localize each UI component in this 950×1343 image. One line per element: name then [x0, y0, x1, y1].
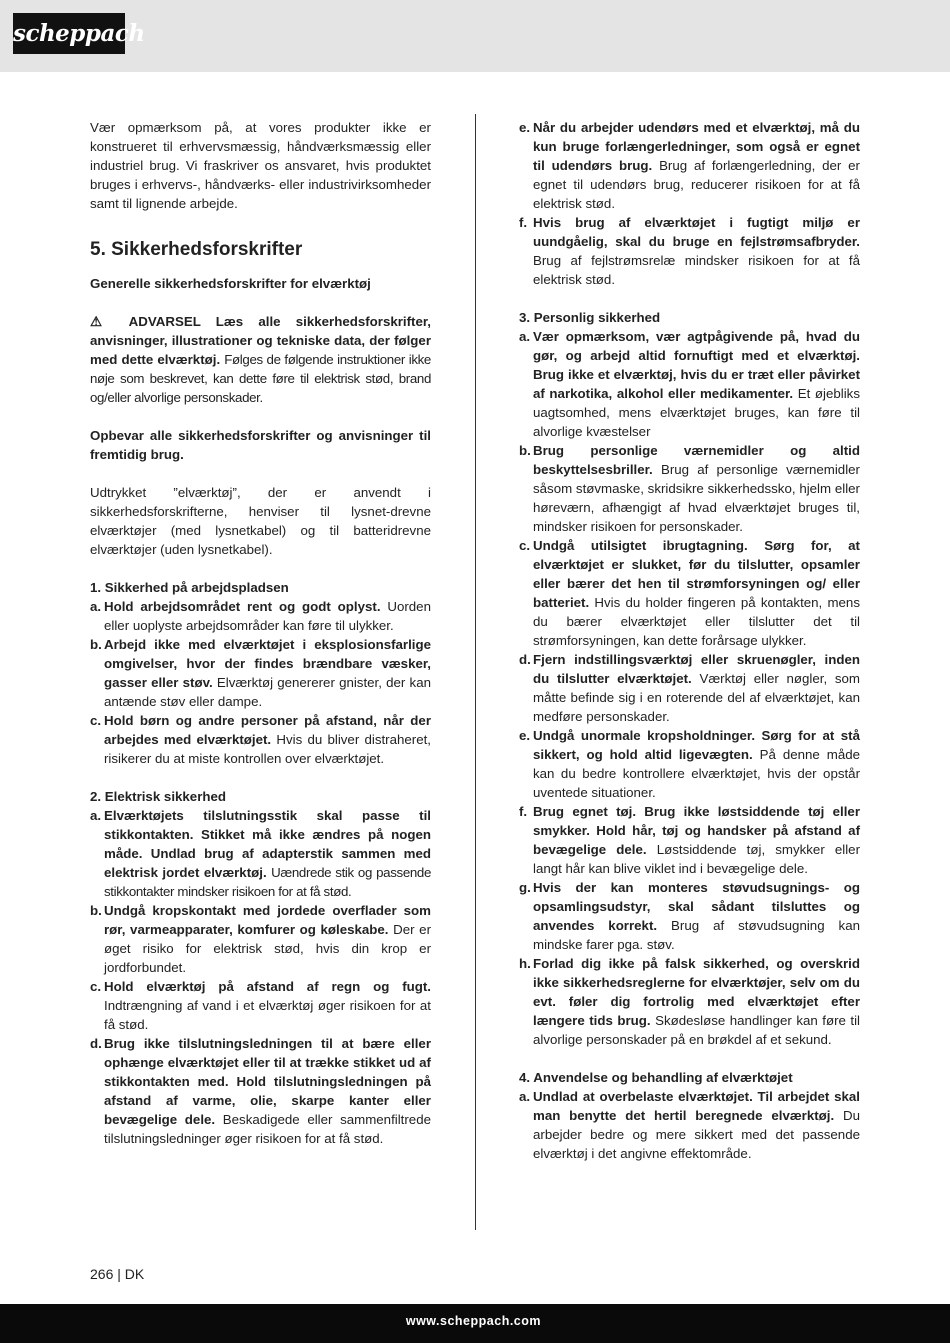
list-item: a. Hold arbejdsområdet rent og godt oplyst. Uorden eller uoplyste arbejdsområder kan føre til ulykker.: [90, 599, 431, 633]
page-header: [0, 0, 950, 72]
warning-text: Følges de følgende instruktioner ikke nøje som beskrevet, kan dette føre til elektrisk stød, brand og/eller alvorlige personskader.: [90, 352, 431, 405]
page-number: 266 | DK: [90, 1266, 145, 1282]
warning-bold: ADVARSEL Læs alle sikkerhedsforskrifter, anvisninger, illustrationer og tekniske data, der følger med dette elværktøj.: [90, 314, 431, 367]
list-item: e. Undgå unormale kropsholdninger. Sørg for at stå sikkert, og hold altid ligevægten. På denne måde kan du bedre kontrollere elværktøjet, hvis der opstår uventede situationer.: [519, 728, 860, 800]
s2-title: 2. Elektrisk sikkerhed: [90, 789, 227, 804]
scheppach-logo: scheppach: [13, 13, 125, 54]
left-column: [90, 118, 431, 1148]
list-item: b. Brug personlige værnemidler og altid beskyttelsesbriller. Brug af personlige værnemidler såsom støvmaske, skridsikre sikkerhedssko, hjelm eller høreværn, afhængigt af hvad elværktøjet bruges til, mindsker risikoen for personskader.: [519, 443, 860, 534]
term-paragraph: Udtrykket ”elværktøj”, der er anvendt i sikkerhedsforskrifterne, henviser til lysnet-drevne elværktøjer (med lysnetkabel) og til batteridrevne elværktøjer (uden lysnetkabel).: [90, 485, 431, 557]
list-item: c. Undgå utilsigtet ibrugtagning. Sørg for, at elværktøjet er slukket, før du tilslutter, opsamler eller bærer det hen til strømforsyningen og/ eller batteriet. Hvis du holder fingeren på kontakten, mens du bærer elværktøjet eller tilslutter det til strømforsyningen, kan dette forårsage ulykker.: [519, 538, 860, 648]
s4-list: [519, 1087, 860, 1163]
list-item: c. Hold elværktøj på afstand af regn og fugt. Indtrængning af vand i et elværktøj øger risikoen for at få stød.: [90, 979, 431, 1032]
s1-list: [90, 597, 431, 768]
intro-paragraph: Vær opmærksom på, at vores produkter ikke er konstrueret til erhvervsmæssig, håndværksmæssig eller industriel brug. Vi fraskriver os ansvaret, hvis produktet bruges i erhvervs-, håndværks- eller industrivirksomheder samt til lignende arbejde.: [90, 120, 431, 211]
list-item: g. Hvis der kan monteres støvudsugnings- og opsamlingsudstyr, skal sådant tilsluttes og anvendes korrekt. Brug af støvudsugning kan mindske farer pga. støv.: [519, 880, 860, 952]
list-item: f. Brug egnet tøj. Brug ikke løstsiddende tøj eller smykker. Hold hår, tøj og handsker på afstand af bevægelige dele. Løstsiddende tøj, smykker eller langt hår kan blive viklet ind i bevægelige dele.: [519, 804, 860, 876]
column-divider: [475, 114, 476, 1230]
right-column: [519, 118, 860, 1163]
list-item: d. Brug ikke tilslutningsledningen til at bære eller ophænge elværktøjet eller til at trække stikket ud af stikkontakten med. Hold tilslutningsledningen på afstand af varme, olie, skarpe kanter eller bevægelige dele. Beskadigede eller sammenfiltrede tilslutningsledninger øger risikoen for at få stød.: [90, 1036, 431, 1146]
list-item: h. Forlad dig ikke på falsk sikkerhed, og overskrid ikke sikkerhedsreglerne for elværktøjer, selv om du evt. føler dig fortrolig med elværktøjet efter længere tids brug. Skødesløse handlinger kan føre til alvorlige personskader på en brøkdel af et sekund.: [519, 956, 860, 1047]
s3-list: [519, 327, 860, 1049]
subtitle: Generelle sikkerhedsforskrifter for elværktøj: [90, 276, 371, 291]
list-item: a. Elværktøjets tilslutningsstik skal passe til stikkontakten. Stikket må ikke ændres på nogen måde. Undlad brug af adapterstik sammen med elektrisk jordet elværktøj. Uændrede stik og passende stikkontakter mindsker risikoen for at få stød.: [90, 808, 431, 899]
website-link[interactable]: www.scheppach.com: [405, 1314, 541, 1328]
s2-continued-list: [519, 118, 860, 289]
s4-title: 4. Anvendelse og behandling af elværktøjet: [519, 1070, 793, 1085]
s1-title: 1. Sikkerhed på arbejdspladsen: [90, 580, 289, 595]
s3-title: 3. Personlig sikkerhed: [519, 310, 661, 325]
list-item: a. Undlad at overbelaste elværktøjet. Til arbejdet skal man benytte det hertil beregnede elværktøj. Du arbejder bedre og mere sikkert med det passende elværktøj i det angivne effektområde.: [519, 1089, 860, 1161]
list-item: c. Hold børn og andre personer på afstand, når der arbejdes med elværktøjet. Hvis du bliver distraheret, risikerer du at miste kontrollen over elværktøjet.: [90, 713, 431, 766]
warning-icon: ⚠: [90, 314, 114, 329]
list-item: d. Fjern indstillingsværktøj eller skruenøgler, inden du tilslutter elværktøjet. Værktøj eller nøgler, som måtte befinde sig i en roterende del af elværktøjet, kan medføre personskader.: [519, 652, 860, 724]
list-item: e. Når du arbejder udendørs med et elværktøj, må du kun bruge forlængerledninger, som også er egnet til udendørs brug. Brug af forlængerledning, der er egnet til udendørs brug, reducerer risikoen for at få elektrisk stød.: [519, 120, 860, 211]
s2-list: [90, 806, 431, 1148]
list-item: b. Undgå kropskontakt med jordede overflader som rør, varmeapparater, komfurer og køleskabe. Der er øget risiko for elektrisk stød, hvis din krop er jordforbundet.: [90, 903, 432, 975]
list-item: f. Hvis brug af elværktøjet i fugtigt miljø er uundgåelig, skal du bruge en fejlstrømsafbryder. Brug af fejlstrømsrelæ mindsker risikoen for at få elektrisk stød.: [519, 215, 860, 287]
list-item: b. Arbejd ikke med elværktøjet i eksplosionsfarlige omgivelser, hvor der findes brændbare væsker, gasser eller støv. Elværktøj genererer gnister, der kan antænde støv eller dampe.: [90, 637, 431, 709]
list-item: a. Vær opmærksom, vær agtpågivende på, hvad du gør, og arbejd altid fornuftigt med et elværktøj. Brug ikke et elværktøj, hvis du er træt eller påvirket af narkotika, alkohol eller medikamenter. Et øjebliks uagtsomhed, mens elværktøjet bruges, kan føre til alvorlige kvæstelser: [519, 329, 860, 439]
section-title: 5. Sikkerhedsforskrifter: [90, 239, 303, 260]
keep-instructions: Opbevar alle sikkerhedsforskrifter og anvisninger til fremtidig brug.: [90, 428, 431, 462]
warning-paragraph: [90, 312, 431, 407]
